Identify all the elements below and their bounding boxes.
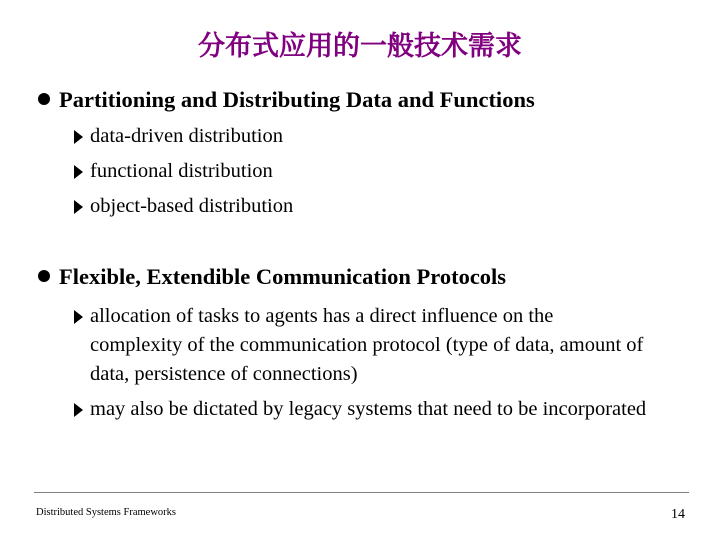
triangle-bullet-icon bbox=[74, 130, 83, 144]
list-item-text: functional distribution bbox=[90, 160, 273, 182]
section-heading-text: Partitioning and Distributing Data and Functions bbox=[59, 87, 535, 112]
list-item bbox=[74, 395, 649, 424]
list-item-text: object-based distribution bbox=[90, 195, 294, 217]
list-item-text: may also be dictated by legacy systems that need to be incorporated bbox=[90, 398, 647, 420]
section-heading-partitioning bbox=[38, 86, 535, 114]
triangle-bullet-icon bbox=[74, 165, 83, 179]
list-item bbox=[74, 192, 674, 221]
page-number: 14 bbox=[671, 507, 685, 522]
list-item bbox=[74, 122, 674, 151]
slide-title: 分布式应用的一般技术需求 bbox=[198, 31, 522, 62]
round-bullet-icon bbox=[38, 270, 50, 282]
list-item bbox=[74, 157, 674, 186]
list-item-text: allocation of tasks to agents has a direct influence on the complexity of the communication protocol (type of data, amount of data, persistence of connections) bbox=[90, 305, 644, 385]
triangle-bullet-icon bbox=[74, 403, 83, 417]
footer-divider bbox=[34, 492, 689, 493]
list-item bbox=[74, 302, 649, 389]
footer-text: Distributed Systems Frameworks bbox=[36, 507, 176, 518]
triangle-bullet-icon bbox=[74, 310, 83, 324]
triangle-bullet-icon bbox=[74, 200, 83, 214]
round-bullet-icon bbox=[38, 93, 50, 105]
list-item-text: data-driven distribution bbox=[90, 125, 283, 147]
section-heading-communication bbox=[38, 263, 506, 291]
section-heading-text: Flexible, Extendible Communication Protocols bbox=[59, 264, 507, 289]
